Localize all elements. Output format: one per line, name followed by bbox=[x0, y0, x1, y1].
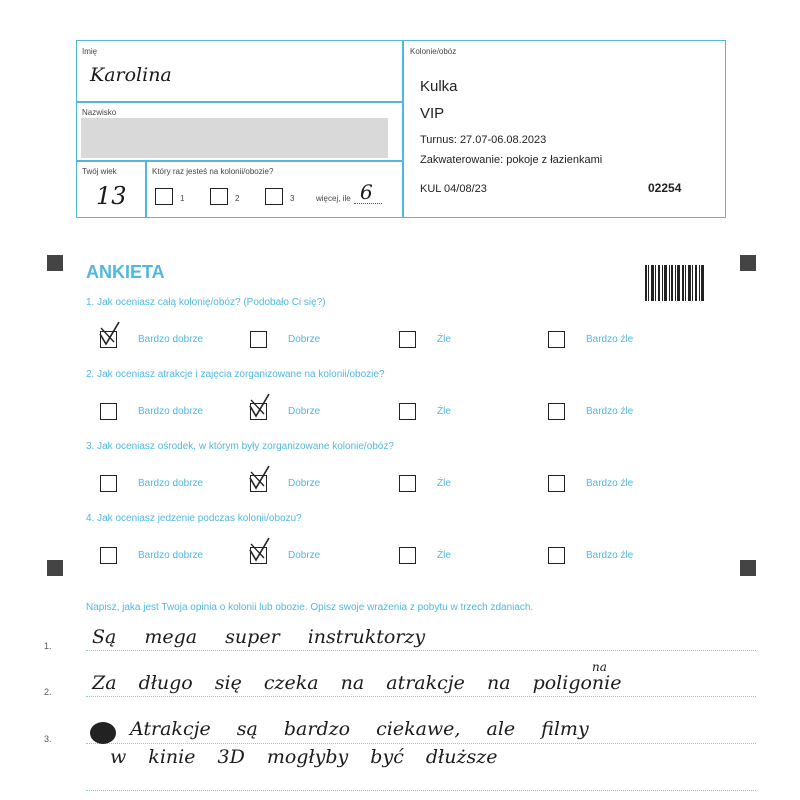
line-number-2: 2. bbox=[44, 687, 52, 697]
line-number-1: 1. bbox=[44, 641, 52, 651]
check-mark-icon bbox=[249, 470, 266, 487]
q4-option-label-1: Bardzo dobrze bbox=[138, 550, 204, 561]
more-label: więcej, ile bbox=[316, 194, 351, 203]
q2-checkbox-4[interactable] bbox=[548, 403, 565, 420]
scribble-mark bbox=[90, 722, 116, 744]
camp-name: Kulka bbox=[420, 78, 458, 95]
q2-checkbox-1[interactable] bbox=[100, 403, 117, 420]
accommodation: Zakwaterowanie: pokoje z łazienkami bbox=[420, 154, 603, 166]
q3-checkbox-2[interactable] bbox=[250, 475, 267, 492]
camp-code: KUL 04/08/23 bbox=[420, 183, 487, 195]
q1-checkbox-4[interactable] bbox=[548, 331, 565, 348]
times-label: Który raz jesteś na kolonii/obozie? bbox=[152, 167, 274, 176]
more-value: 6 bbox=[360, 180, 373, 204]
registration-marker-tl bbox=[47, 255, 63, 271]
answer-line-2 bbox=[86, 696, 756, 697]
question-1: 1. Jak oceniasz całą kolonię/obóz? (Podobało Ci się?) bbox=[86, 297, 326, 308]
check-mark-icon bbox=[249, 542, 266, 559]
answer-text-1: Są mega super instruktorzy bbox=[92, 626, 426, 648]
q2-option-label-1: Bardzo dobrze bbox=[138, 406, 204, 417]
q4-checkbox-2[interactable] bbox=[250, 547, 267, 564]
q4-option-label-4: Bardzo źle bbox=[586, 550, 634, 561]
first-name-value: Karolina bbox=[90, 64, 172, 86]
survey-title: ANKIETA bbox=[86, 262, 165, 282]
q1-checkbox-1[interactable] bbox=[100, 331, 117, 348]
question-3: 3. Jak oceniasz ośrodek, w którym były zorganizowane kolonie/obóz? bbox=[86, 441, 394, 452]
header-divider-vertical bbox=[402, 40, 404, 218]
q2-option-label-4: Bardzo źle bbox=[586, 406, 634, 417]
barcode bbox=[645, 265, 705, 301]
answer-line-3 bbox=[86, 743, 756, 744]
line-number-3: 3. bbox=[44, 734, 52, 744]
q2-option-label-2: Dobrze bbox=[288, 406, 321, 417]
header-divider-1 bbox=[76, 101, 403, 103]
check-mark-icon bbox=[249, 398, 266, 415]
q3-option-label-2: Dobrze bbox=[288, 478, 321, 489]
answer-text-4: w kinie 3D mogłyby być dłuższe bbox=[110, 746, 498, 768]
q1-checkbox-2[interactable] bbox=[250, 331, 267, 348]
times-option-2: 2 bbox=[235, 194, 240, 203]
answer-line-1 bbox=[86, 650, 756, 651]
q3-checkbox-4[interactable] bbox=[548, 475, 565, 492]
q3-checkbox-1[interactable] bbox=[100, 475, 117, 492]
form-number: 02254 bbox=[648, 181, 682, 195]
q2-checkbox-3[interactable] bbox=[399, 403, 416, 420]
registration-marker-bl bbox=[47, 560, 63, 576]
opinion-prompt: Napisz, jaka jest Twoja opinia o kolonii lub obozie. Opisz swoje wrażenia z pobytu w trzech zdaniach. bbox=[86, 602, 534, 613]
q4-option-label-3: Źle bbox=[437, 550, 451, 561]
age-label: Twój wiek bbox=[82, 167, 117, 176]
question-4: 4. Jak oceniasz jedzenie podczas kolonii/obozu? bbox=[86, 513, 302, 524]
last-name-label: Nazwisko bbox=[82, 108, 117, 117]
times-checkbox-1[interactable] bbox=[155, 188, 173, 205]
turnus: Turnus: 27.07-06.08.2023 bbox=[420, 134, 547, 146]
q1-option-label-3: Źle bbox=[437, 334, 451, 345]
header-divider-age bbox=[145, 160, 147, 218]
registration-marker-tr bbox=[740, 255, 756, 271]
answer-text-2: Za długo się czeka na atrakcje na poligonie bbox=[92, 672, 622, 694]
camp-type: VIP bbox=[420, 105, 445, 122]
q3-option-label-4: Bardzo źle bbox=[586, 478, 634, 489]
last-name-redaction bbox=[81, 118, 388, 158]
q3-option-label-1: Bardzo dobrze bbox=[138, 478, 204, 489]
camp-label: Kolonie/obóz bbox=[410, 47, 457, 56]
answer-line-4 bbox=[86, 790, 756, 791]
q1-option-label-2: Dobrze bbox=[288, 334, 321, 345]
times-option-1: 1 bbox=[180, 194, 185, 203]
registration-marker-br bbox=[740, 560, 756, 576]
q4-checkbox-1[interactable] bbox=[100, 547, 117, 564]
times-checkbox-3[interactable] bbox=[265, 188, 283, 205]
answer-text-3: Atrakcje są bardzo ciekawe, ale filmy bbox=[130, 718, 589, 740]
q3-option-label-3: Źle bbox=[437, 478, 451, 489]
q4-option-label-2: Dobrze bbox=[288, 550, 321, 561]
q1-checkbox-3[interactable] bbox=[399, 331, 416, 348]
q4-checkbox-3[interactable] bbox=[399, 547, 416, 564]
q1-option-label-4: Bardzo źle bbox=[586, 334, 634, 345]
q2-option-label-3: Źle bbox=[437, 406, 451, 417]
header-divider-2 bbox=[76, 160, 403, 162]
q2-checkbox-2[interactable] bbox=[250, 403, 267, 420]
q3-checkbox-3[interactable] bbox=[399, 475, 416, 492]
question-2: 2. Jak oceniasz atrakcje i zajęcia zorganizowane na kolonii/obozie? bbox=[86, 369, 385, 380]
times-checkbox-2[interactable] bbox=[210, 188, 228, 205]
age-value: 13 bbox=[96, 182, 127, 210]
q1-option-label-1: Bardzo dobrze bbox=[138, 334, 204, 345]
times-option-3: 3 bbox=[290, 194, 295, 203]
q4-checkbox-4[interactable] bbox=[548, 547, 565, 564]
check-mark-icon bbox=[99, 326, 116, 343]
first-name-label: Imię bbox=[82, 47, 98, 56]
inserted-word: na bbox=[592, 660, 607, 674]
